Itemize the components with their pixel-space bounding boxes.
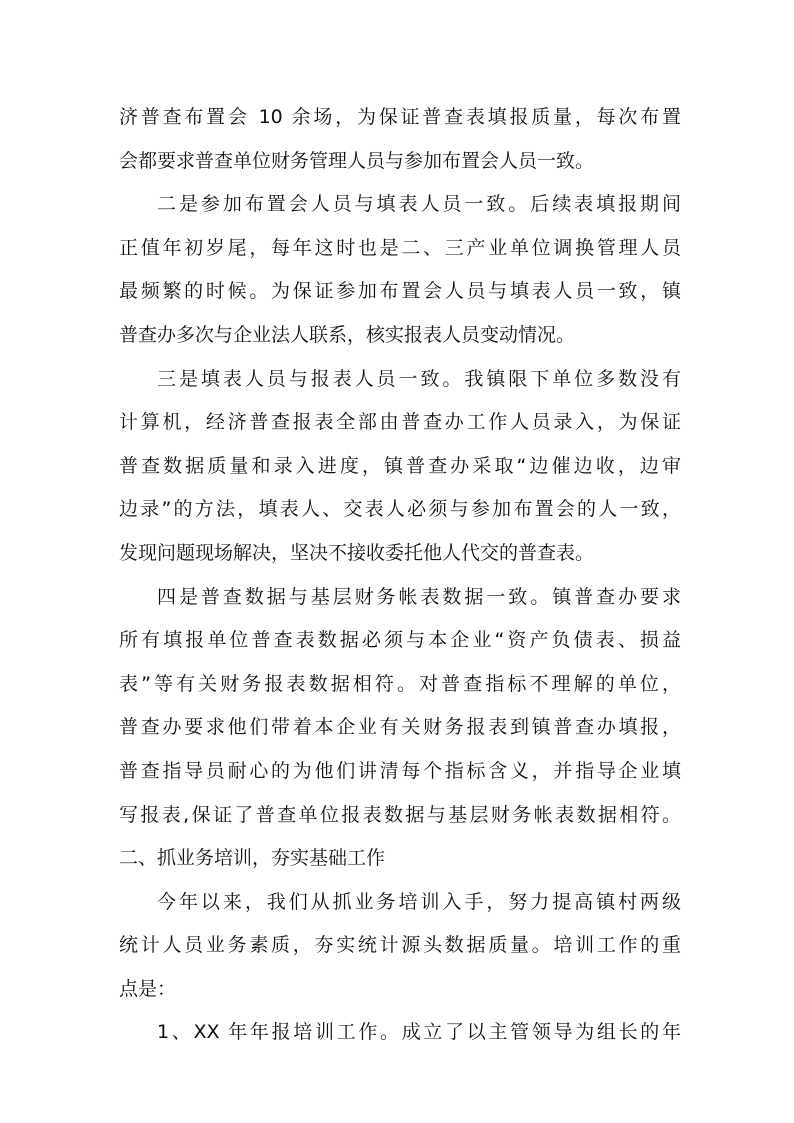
text-line: 三是填表人员与报表人员一致。我镇限下单位多数没有 bbox=[157, 367, 681, 390]
text-line: 会都要求普查单位财务管理人员与参加布置会人员一致。 bbox=[119, 149, 595, 172]
text-line: 点是： bbox=[119, 977, 177, 1000]
text-line: 普查数据质量和录入进度，镇普查办采取“边催边收，边审 bbox=[119, 454, 681, 477]
text-line: 二是参加布置会人员与填表人员一致。后续表填报期间 bbox=[157, 193, 681, 216]
text-line: 1、XX 年年报培训工作。成立了以主管领导为组长的年 bbox=[157, 1021, 681, 1044]
text-line: 计算机，经济普查报表全部由普查办工作人员录入，为保证 bbox=[119, 411, 681, 434]
text-line: 正值年初岁尾，每年这时也是二、三产业单位调换管理人员 bbox=[119, 236, 681, 259]
text-line: 统计人员业务素质，夯实统计源头数据质量。培训工作的重 bbox=[119, 934, 681, 957]
text-line: 济普查布置会 10 余场，为保证普查表填报质量，每次布置 bbox=[119, 106, 681, 128]
text-line: 表”等有关财务报表数据相符。对普查指标不理解的单位， bbox=[119, 672, 681, 695]
text-line: 二、抓业务培训，夯实基础工作 bbox=[119, 847, 386, 870]
text-line: 最频繁的时候。为保证参加布置会人员与填表人员一致，镇 bbox=[119, 280, 681, 303]
text-line: 发现问题现场解决，坚决不接收委托他人代交的普查表。 bbox=[119, 541, 595, 564]
text-line: 所有填报单位普查表数据必须与本企业“资产负债表、损益 bbox=[119, 629, 681, 652]
text-line: 四是普查数据与基层财务帐表数据一致。镇普查办要求 bbox=[157, 585, 681, 608]
text-line: 写报表,保证了普查单位报表数据与基层财务帐表数据相符。 bbox=[119, 803, 681, 826]
text-line: 今年以来，我们从抓业务培训入手，努力提高镇村两级 bbox=[157, 890, 681, 913]
text-line: 普查指导员耐心的为他们讲清每个指标含义，并指导企业填 bbox=[119, 759, 681, 782]
text-line: 边录”的方法，填表人、交表人必须与参加布置会的人一致， bbox=[119, 498, 681, 521]
text-line: 普查办多次与企业法人联系，核实报表人员变动情况。 bbox=[119, 323, 576, 346]
text-line: 普查办要求他们带着本企业有关财务报表到镇普查办填报， bbox=[119, 716, 681, 739]
document-body bbox=[119, 96, 681, 1055]
